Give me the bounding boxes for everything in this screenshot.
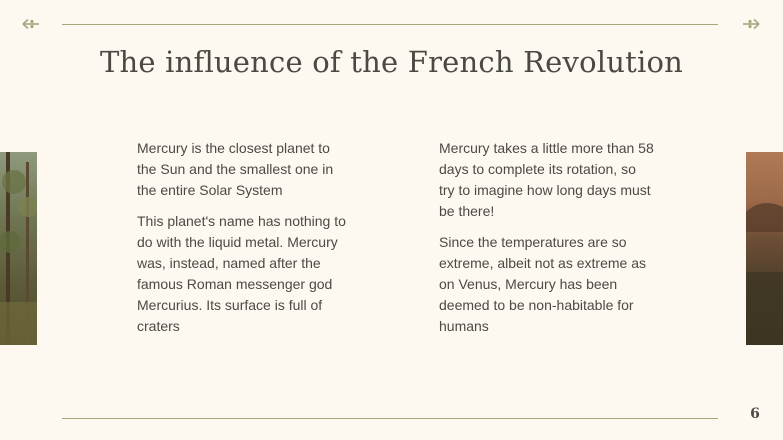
landscape-painting-image xyxy=(746,152,783,345)
arrow-ornament-right-icon xyxy=(742,18,760,30)
text-column-right xyxy=(439,138,654,347)
text-column-left xyxy=(137,138,352,347)
bottom-divider xyxy=(62,418,718,419)
page-number: 6 xyxy=(750,406,760,422)
forest-painting-image xyxy=(0,152,37,345)
slide-title: The influence of the French Revolution xyxy=(99,45,684,79)
paragraph: Mercury is the closest planet to the Sun and the smallest one in the entire Solar System xyxy=(137,140,334,198)
arrow-ornament-left-icon xyxy=(22,18,40,30)
paragraph: Since the temperatures are so extreme, albeit not as extreme as on Venus, Mercury has been deemed to be non-habitable for humans xyxy=(439,234,646,334)
paragraph: Mercury takes a little more than 58 days to complete its rotation, so try to imagine how long days must be there! xyxy=(439,140,654,219)
top-divider xyxy=(62,24,718,25)
paragraph: This planet's name has nothing to do with the liquid metal. Mercury was, instead, named after the famous Roman messenger god Mercurius. Its surface is full of craters xyxy=(137,213,346,334)
